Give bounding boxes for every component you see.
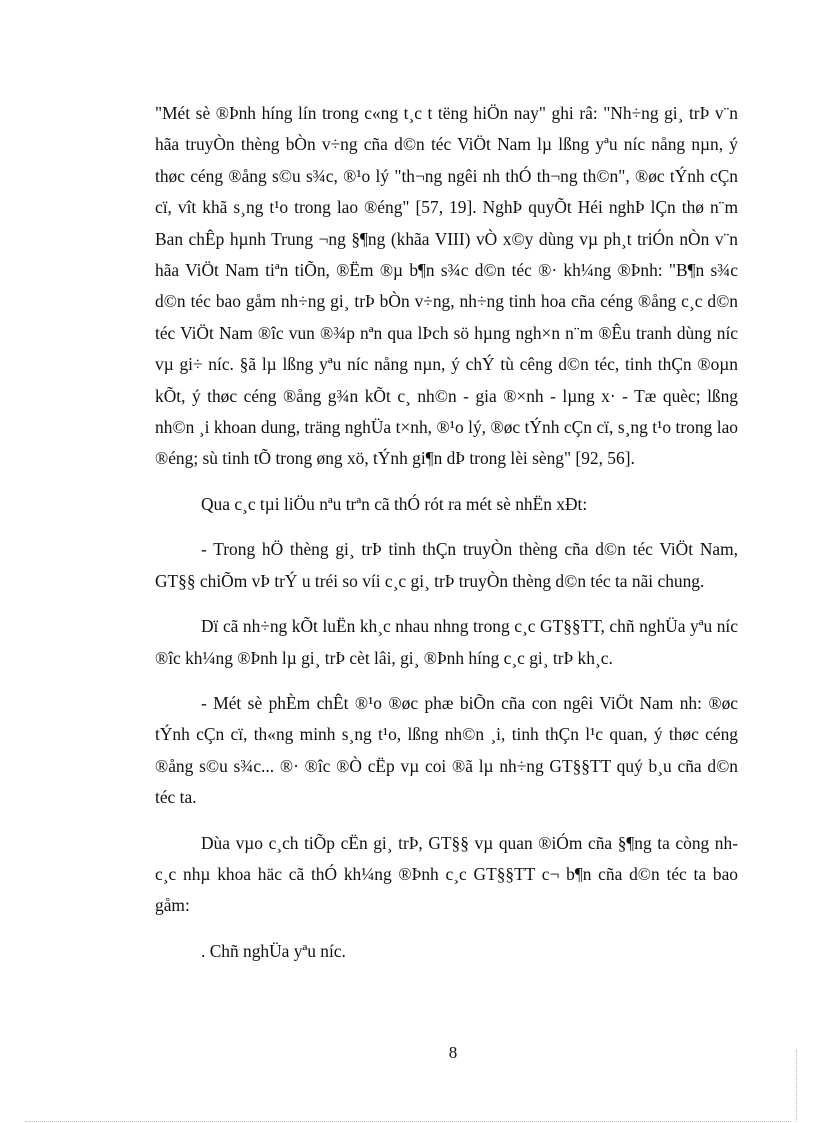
paragraph-quote: "Mét sè ®Þnh híng lín trong c«ng t¸c t tëng hiÖn nay" ghi râ: "Nh÷ng gi¸ trÞ v¨n hãa truyÒn thèng bÒn v÷ng cña d©n téc ViÖt Nam lµ lßng yªu níc nång nµn, ý thøc céng ®ång s©u s¾c, ®¹o lý "th¬ng ngêi nh thÓ th¬ng th©n", ®øc tÝnh cÇn cï, vît khã s¸ng t¹o trong lao ®éng" [57, 19]. NghÞ quyÕt Héi nghÞ lÇn thø n¨m Ban chÊp hµnh Trung ¬ng §¶ng (khãa VIII) vÒ x©y dùng vµ ph¸t triÓn nÒn v¨n hãa ViÖt Nam tiªn tiÕn, ®Ëm ®µ b¶n s¾c d©n téc ®· kh¼ng ®Þnh: "B¶n s¾c d©n téc bao gåm nh÷ng gi¸ trÞ bÒn v÷ng, nh÷ng tinh hoa cña céng ®ång c¸c d©n téc ViÖt Nam ®îc vun ®¾p nªn qua lÞch sö hµng ngh×n n¨m ®Êu tranh dùng níc vµ gi÷ níc. §ã lµ lßng yªu níc nång nµn, ý chÝ tù cêng d©n téc, tinh thÇn ®oµn kÕt, ý thøc céng ®ång g¾n kÕt c¸ nh©n - gia ®×nh - lµng x· - Tæ quèc; lßng nh©n ¸i khoan dung, träng nghÜa t×nh, ®¹o lý, ®øc tÝnh cÇn cï, s¸ng t¹o trong lao ®éng; sù tinh tÕ trong øng xö, tÝnh gi¶n dÞ trong lèi sèng" [92, 56].	[155, 103, 738, 469]
paragraph-observation-1: - Trong hÖ thèng gi¸ trÞ tinh thÇn truyÒn thèng cña d©n téc ViÖt Nam, GT§§ chiÕm vÞ trÝ u tréi so víi c¸c gi¸ trÞ truyÒn thèng d©n téc ta nãi chung.	[155, 539, 738, 591]
paragraph-observation-2: Dï cã nh÷ng kÕt luËn kh¸c nhau nhng trong c¸c GT§§TT, chñ nghÜa yªu níc ®îc kh¼ng ®Þnh lµ gi¸ trÞ cèt lâi, gi¸ ®Þnh híng c¸c gi¸ trÞ kh¸c.	[155, 616, 738, 668]
page-border-right	[796, 1050, 797, 1122]
paragraph-conclusion: Dùa vµo c¸ch tiÕp cËn gi¸ trÞ, GT§§ vµ quan ®iÓm cña §¶ng ta còng nh c¸c nhµ khoa häc cã thÓ kh¼ng ®Þnh c¸c GT§§TT c¬ b¶n cña d©n téc ta bao gåm:	[155, 832, 738, 916]
list-item-patriotism: . Chñ nghÜa yªu níc.	[201, 940, 346, 961]
body-text	[155, 98, 738, 981]
page-number: 8	[448, 1043, 458, 1062]
paragraph-summary-intro: Qua c¸c tµi liÖu nªu trªn cã thÓ rót ra mét sè nhËn xÐt:	[201, 493, 588, 514]
page-border-bottom	[25, 1121, 791, 1122]
paragraph-observation-3: - Mét sè phÈm chÊt ®¹o ®øc phæ biÕn cña con ngêi ViÖt Nam nh: ®øc tÝnh cÇn cï, th«ng minh s¸ng t¹o, lßng nh©n ¸i, tinh thÇn l¹c quan, ý thøc céng ®ång s©u s¾c... ®· ®îc ®Ò cËp vµ coi ®ã lµ nh÷ng GT§§TT quý b¸u cña d©n téc ta.	[155, 692, 738, 808]
